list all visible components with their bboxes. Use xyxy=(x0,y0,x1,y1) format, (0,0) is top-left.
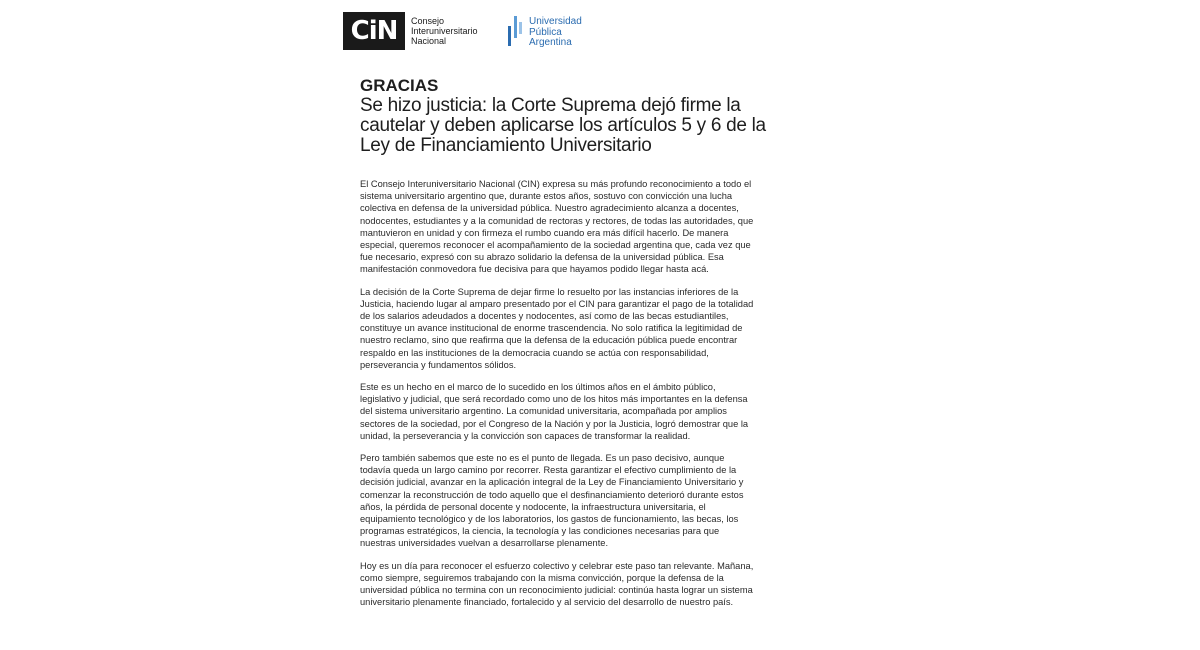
paragraph: El Consejo Interuniversitario Nacional (CIN) expresa su más profundo reconocimiento a todo el sistema universitario argentino que, durante estos años, sostuvo con convicción una lucha colectiva en defensa de la universidad pública. Nuestro agradecimiento alcanza a docentes, nodocentes, estudiantes y a la comunidad de rectoras y rectores, de todas las autoridades, que mantuvieron en unidad y con firmeza el rumbo cuando era más difícil hacerlo. De manera especial, queremos reconocer el acompañamiento de la sociedad argentina que, cada vez que fue necesario, expresó con su abrazo solidario la defensa de la universidad pública. Esa manifestación conmovedora fue decisiva para que hayamos podido llegar hasta acá. xyxy=(360,179,754,275)
cin-logo: CiN xyxy=(343,12,405,50)
paragraph: Hoy es un día para reconocer el esfuerzo colectivo y celebrar este paso tan relevante. Mañana, como siempre, seguiremos trabajando con la misma convicción, porque la defensa de la universidad pública no termina con un reconocimiento judicial: continúa hasta lograr un sistema universitario plenamente financiado, fortalecido y al servicio del desarrollo de nuestro país. xyxy=(360,560,754,608)
subtitle-line: Ley de Financiamiento Universitario xyxy=(360,135,652,156)
cin-line: Interuniversitario xyxy=(411,26,478,36)
upa-logo-icon xyxy=(505,12,525,50)
paragraph: Pero también sabemos que este no es el punto de llegada. Es un paso decisivo, aunque todavía queda un largo camino por recorrer. Resta garantizar el efectivo cumplimiento de la decisión judicial, avanzar en la aplicación integral de la Ley de Financiamiento Universitario y comenzar la reconstrucción de todo aquello que el desfinanciamiento deterioró durante estos años, la pérdida de personal docente y nodocente, la infraestructura universitaria, el equipamiento tecnológico y de los laboratorios, los gastos de funcionamiento, las becas, los programas estratégicos, la ciencia, la tecnología y las condiciones necesarias para que nuestras universidades vuelvan a desarrollarse plenamente. xyxy=(360,453,744,549)
upa-wordmark xyxy=(529,17,582,49)
paragraph: La decisión de la Corte Suprema de dejar firme lo resuelto por las instancias inferiores de la Justicia, haciendo lugar al amparo presentado por el CIN para garantizar el pago de la totalidad de los salarios adeudados a docentes y nodocentes, así como de las becas estudiantiles, constituye un avance institucional de enorme trascendencia. No solo ratifica la legitimidad de nuestro reclamo, sino que reafirma que la defensa de la educación pública puede encontrar respaldo en las instituciones de la democracia cuando se actúa con responsabilidad, perseverancia y fundamentos sólidos. xyxy=(360,286,754,370)
cin-line: Consejo xyxy=(411,16,445,26)
paragraph: Este es un hecho en el marco de lo sucedido en los últimos años en el ámbito público, legislativo y judicial, que será recordado como uno de los hitos más importantes en la defensa del sistema universitario argentino. La comunidad universitaria, acompañada por amplios sectores de la sociedad, por el Congreso de la Nación y por la Justicia, logró demostrar que la unidad, la perseverancia y la convicción son capaces de transformar la realidad. xyxy=(360,382,749,441)
upa-line: Pública xyxy=(529,26,562,38)
body-text xyxy=(360,178,756,619)
subtitle-line: Se hizo justicia: la Corte Suprema dejó firme la xyxy=(360,95,741,116)
upa-line: Argentina xyxy=(529,37,572,48)
upa-line: Universidad xyxy=(529,16,582,27)
cin-wordmark xyxy=(411,16,478,46)
subtitle-line: cautelar y deben aplicarse los artículos 5 y 6 de la xyxy=(360,115,766,136)
title-block xyxy=(360,76,800,156)
cin-line: Nacional xyxy=(411,36,447,46)
page-title: GRACIAS xyxy=(360,76,439,95)
header xyxy=(343,12,763,50)
